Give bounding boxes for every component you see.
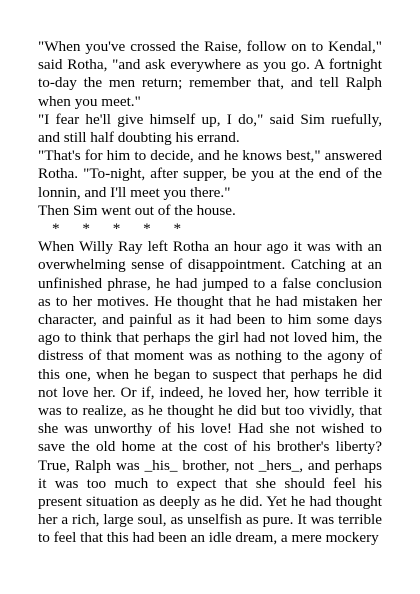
paragraph-rotha-answer: "That's for him to decide, and he knows best," answered Rotha. "To-night, after supper, be you at the end of the lonnin, and I'll meet you there." xyxy=(38,147,382,201)
paragraph-sim-fear: "I fear he'll give himself up, I do," said Sim ruefully, and still half doubting his errand. xyxy=(38,110,382,147)
paragraph-sim-leaves: Then Sim went out of the house. xyxy=(38,201,236,219)
section-separator: * * * * * xyxy=(52,220,182,238)
paragraph-rotha-instructions: "When you've crossed the Raise, follow on to Kendal," said Rotha, "and ask everywhere as you go. A fortnight to-day the men return; remember that, and tell Ralph when you meet." xyxy=(38,38,382,110)
book-page xyxy=(38,38,382,548)
paragraph-willy-ray: When Willy Ray left Rotha an hour ago it was with an overwhelming sense of disappointment. Catching at an unfinished phrase, he had jumped to a false conclusion as to her motives. He thought that he had mistaken her character, and painful as it had been to him some days ago to think that perhaps the girl had not loved him, the distress of that moment was as nothing to the agony of this one, when he began to suspect that perhaps he did not love her. Or if, indeed, he loved her, how terrible it was to realize, as he thought he did but too vividly, that she was unworthy of his love! Had she not wished to save the old home at the cost of his brother's liberty? True, Ralph was _his_ brother, not _hers_, and perhaps it was too much to expect that she should feel his present situation as deeply as he did. Yet he had thought her a rich, large soul, as unselfish as pure. It was terrible to feel that this had been an idle dream, a mere mockery xyxy=(38,238,382,547)
